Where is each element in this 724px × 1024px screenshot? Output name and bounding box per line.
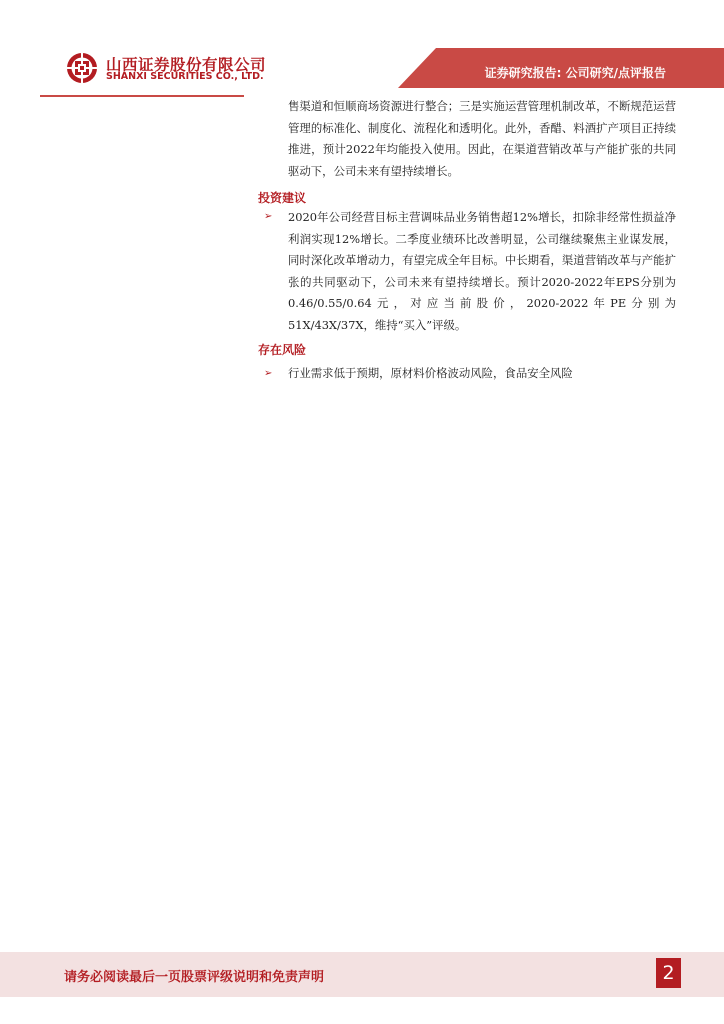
report-type-label: 证券研究报告: 公司研究/点评报告 (484, 66, 666, 80)
page-header (0, 0, 724, 100)
risks-text: 行业需求低于预期，原材料价格波动风险，食品安全风险 (288, 366, 573, 380)
intro-paragraph: 售渠道和恒顺商场资源进行整合；三是实施运营管理机制改革，不断规范运营管理的标准化、制度化、流程化和透明化。此外，香醋、料酒扩产项目正持续推进，预计2022年均能投入使用。因此，在渠道营销改革与产能扩张的共同驱动下，公司未来有望持续增长。 (288, 99, 676, 178)
arrow-bullet-icon: ➢ (264, 211, 273, 222)
company-name-cn: 山西证券股份有限公司 (106, 56, 267, 74)
arrow-bullet-icon: ➢ (264, 368, 273, 379)
company-name-en: SHANXI SECURITIES CO., LTD. (106, 71, 264, 82)
section-heading-investment-advice: 投资建议 (258, 191, 307, 205)
header-divider (40, 95, 244, 97)
page-number: 2 (656, 958, 681, 988)
section-heading-risks: 存在风险 (258, 343, 307, 357)
company-logo-icon (66, 52, 98, 84)
investment-advice-text: 2020年公司经营目标主营调味品业务销售超12%增长，扣除非经常性损益净利润实现12%增长。二季度业绩环比改善明显，公司继续聚焦主业谋发展，同时深化改革增动力，有望完成全年目标。中长期看，渠道营销改革与产能扩张的共同驱动下，公司未来有望持续增长。预计2020-2022年EPS分别为0.46/0.55/0.64元，对应当前股价，2020-2022年PE分别为51X/43X/37X，维持“买入”评级。 (288, 210, 676, 332)
disclaimer-notice: 请务必阅读最后一页股票评级说明和免责声明 (64, 970, 325, 985)
